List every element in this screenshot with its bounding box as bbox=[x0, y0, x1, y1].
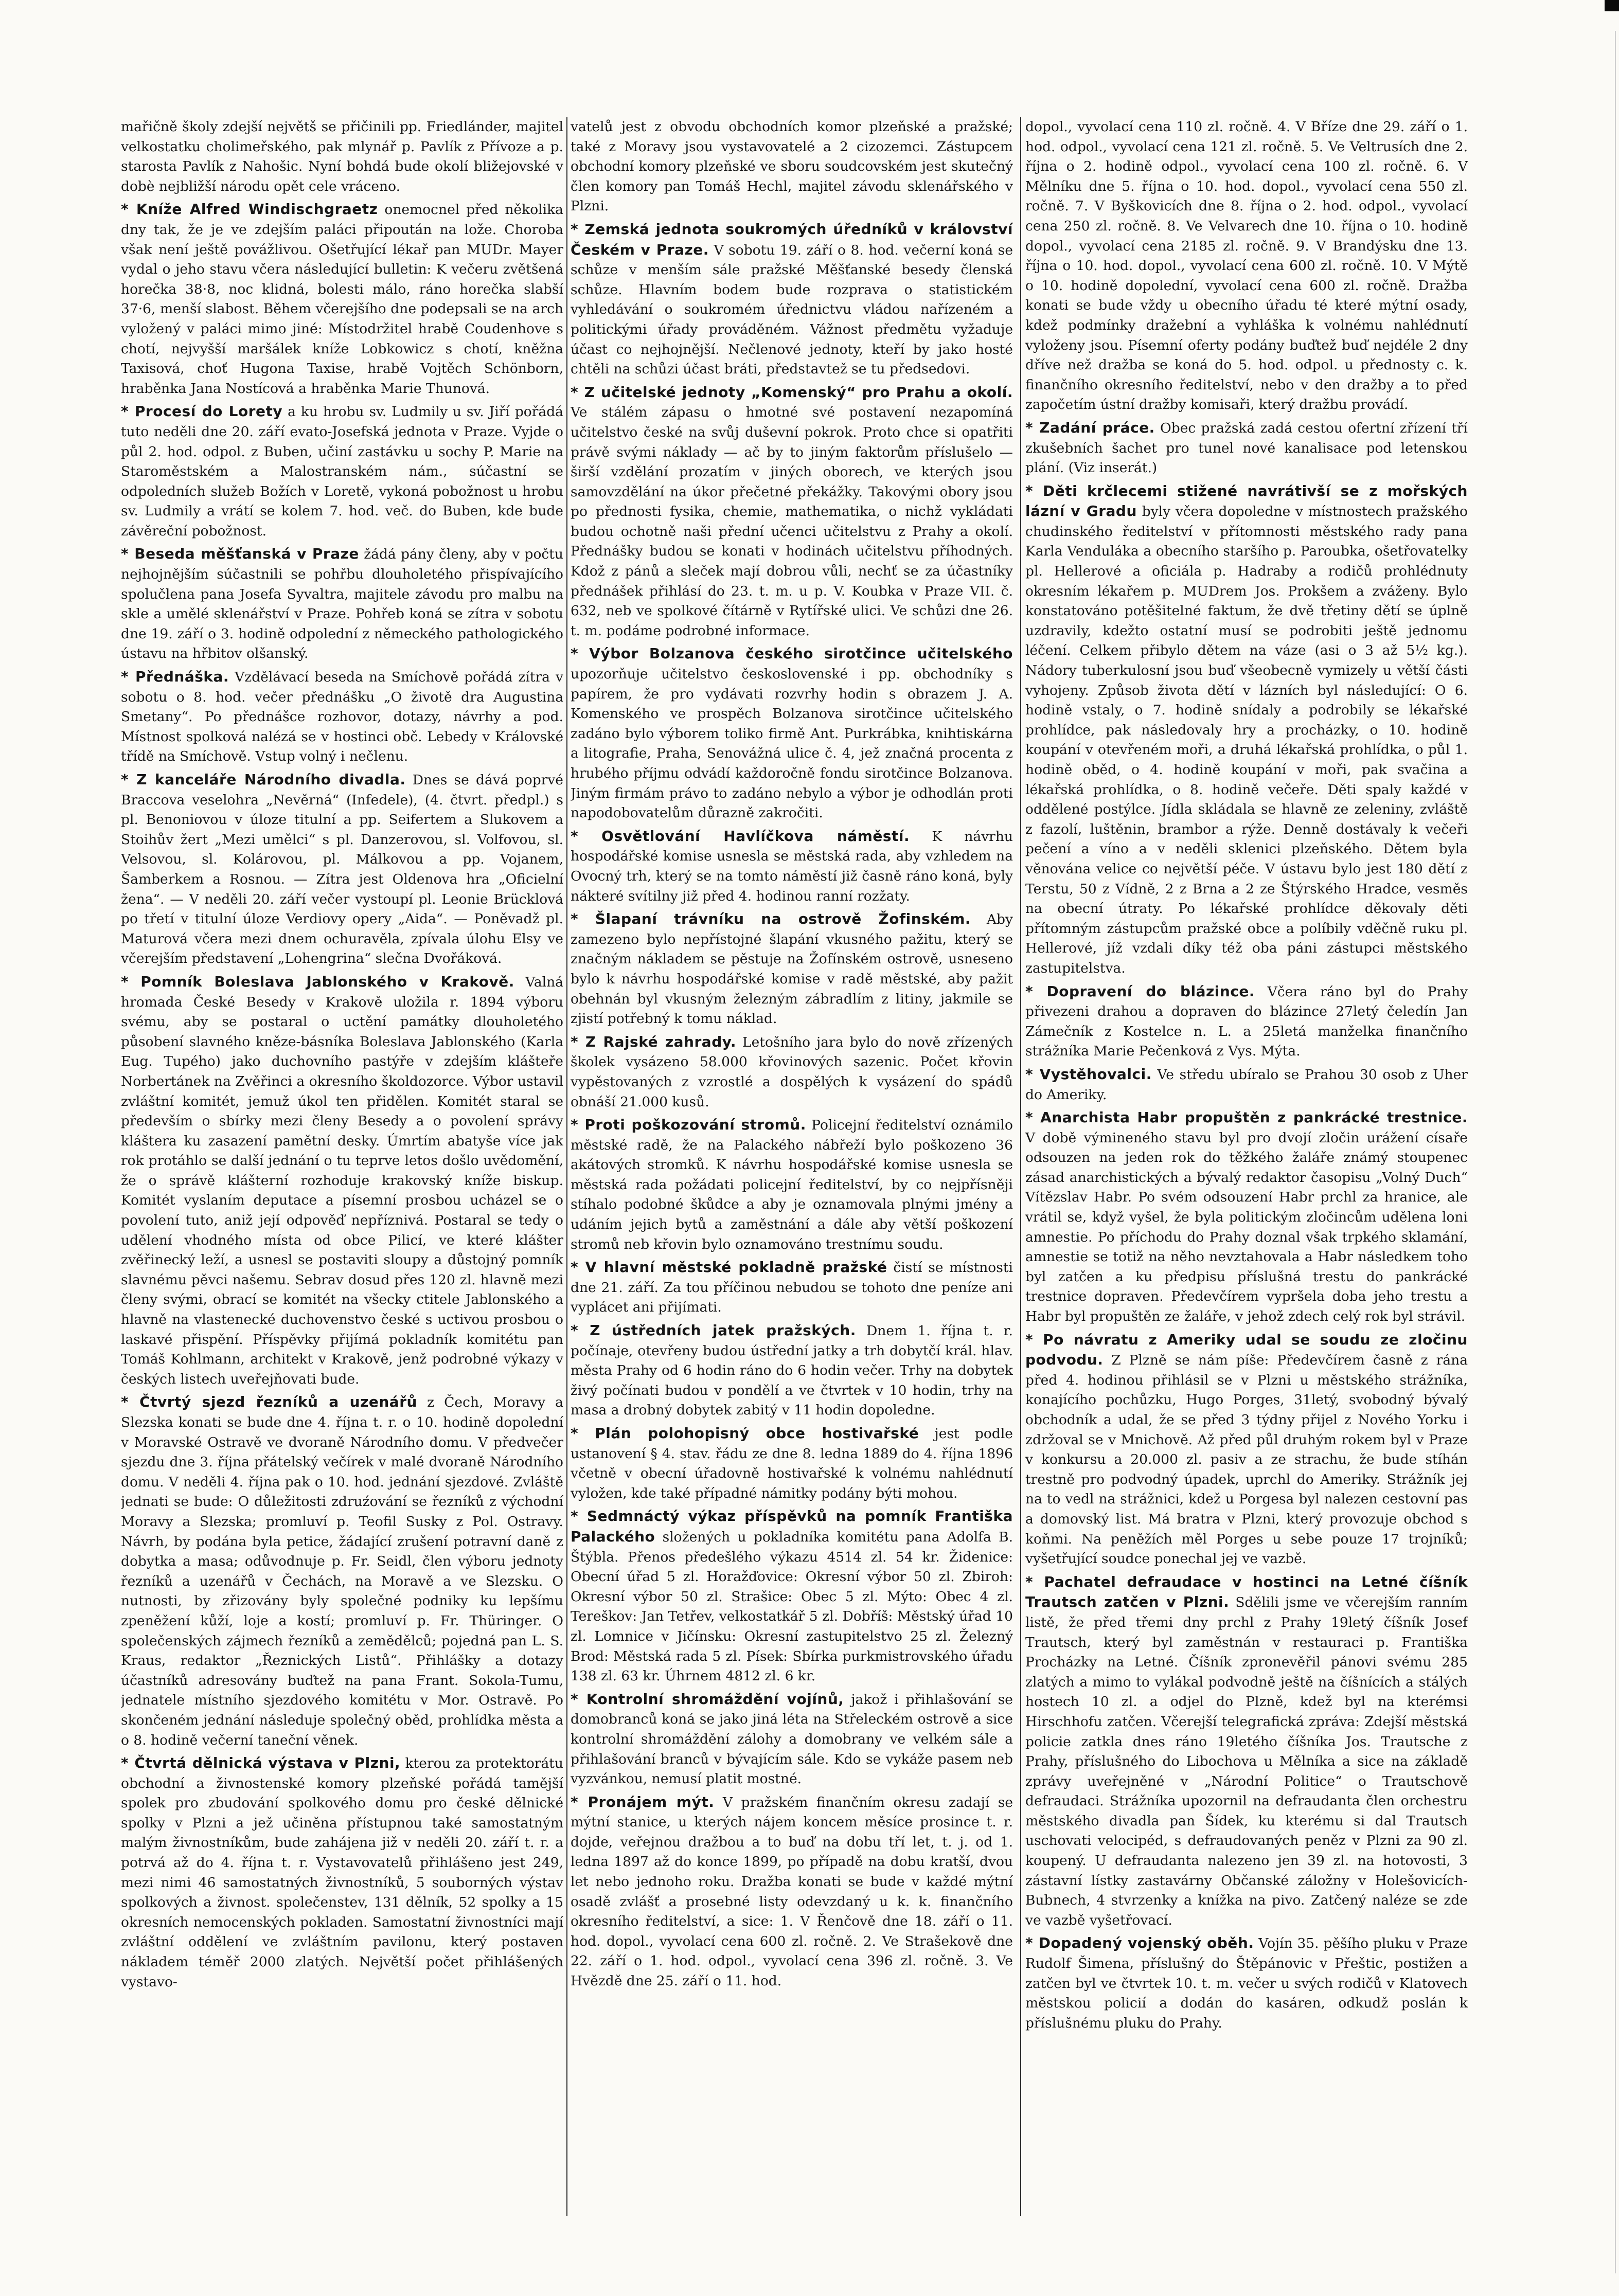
article bbox=[121, 667, 563, 767]
article bbox=[1025, 982, 1468, 1062]
column-3 bbox=[1025, 117, 1468, 2216]
article bbox=[1025, 1933, 1468, 2033]
article bbox=[571, 1506, 1013, 1686]
article-heading: * Z učitelské jednoty „Komenský“ pro Prahu a okolí. bbox=[571, 383, 1013, 401]
article-body: Dnem 1. října t. r. počínaje, otevřeny budou ústřední jatky a trh dobytčí král. hlav. města Prahy od 6 hodin ráno do 6 hodin večer. Trhy na dobytek živý počínati budou v pondělí a ve čtvrtek v 10 hodin, trhy na masa a drobný dobytek zabitý v 11 hodin dopoledne. bbox=[571, 1323, 1013, 1419]
article-heading: * Vystěhovalci. bbox=[1025, 1065, 1152, 1083]
article-body: Včera ráno byl do Prahy přivezeni drahou a dopraven do blázince 27letý čeledín Jan Zámečník z Kostelce n. L. a 25letá manželka finančního strážníka Marie Pečenková z Vys. Mýta. bbox=[1025, 983, 1468, 1060]
article-heading: * Zadání práce. bbox=[1025, 419, 1155, 436]
article-heading: * Dopadený vojenský oběh. bbox=[1025, 1934, 1254, 1952]
article bbox=[121, 972, 563, 1389]
article bbox=[571, 1115, 1013, 1254]
article-body: mařičně školy zdejší největš se přičinili pp. Friedlánder, majitel velkostatku cholimeřského, pak mlynář p. Pavlík z Přívoze a p. starosta Pavlík z Nahošic. Nyní bohdá bude okolí bližejovské v dobè nejbližší národu opět cele vráceno. bbox=[121, 119, 563, 194]
article-heading: * Osvětlování Havlíčkova náměstí. bbox=[571, 827, 910, 845]
article bbox=[121, 770, 563, 969]
article bbox=[571, 1690, 1013, 1789]
article-body: čistí se místnosti dne 21. září. Za tou příčinou nebudou se tohoto dne peníze ani vyplácet ani přijímati. bbox=[571, 1260, 1013, 1316]
article bbox=[121, 117, 563, 196]
article bbox=[1025, 481, 1468, 979]
article-body: Aby zamezeno bylo nepřístojné šlapání vkusného pažitu, který se značným nákladem se pěstuje na Žofínském ostrově, usneseno bylo k návrhu hospodářské komise v radě městské, aby pažit obehnán byl vkusným železným zábradlím z litiny, jakmile se zjistí potřebný k tomu náklad. bbox=[571, 911, 1013, 1027]
column-2 bbox=[571, 117, 1013, 2216]
article-heading: * Anarchista Habr propuštěn z pankrácké trestnice. bbox=[1025, 1109, 1468, 1126]
article-body: Obec pražská zadá cestou ofertní zřízení tří zkušebních šachet pro tunel nové kanalisace pod letenskou plání. (Viz inserát.) bbox=[1025, 420, 1468, 476]
page-edge-line bbox=[1615, 31, 1616, 2273]
article bbox=[571, 383, 1013, 641]
article-body: žádá pány členy, aby v počtu nejhojnějším súčastnili se pohřbu dlouholetého přispívajícího spolučlena pana Josefa Syvaltra, majitele závodu pro malbu na skle a umělé sklenářství v Praze. Pohřeb koná se zítra v sobotu dne 19. září o 3. hodině odpolední z německého pathologického ústavu na hřbitov olšanský. bbox=[121, 546, 563, 662]
article-body: Ve středu ubíralo se Prahou 30 osob z Uher do Ameriky. bbox=[1025, 1066, 1468, 1103]
article-body: jest podle ustanovení § 4. stav. řádu ze dne 8. ledna 1889 do 4. října 1896 včetně v obecní úřadovně hostivařské k volnému nahlédnutí vyložen, kde také případné námitky podány býti mohou. bbox=[571, 1426, 1013, 1501]
article-heading: * Pronájem mýt. bbox=[571, 1793, 715, 1810]
article-heading: * Přednáška. bbox=[121, 668, 229, 686]
article bbox=[1025, 1065, 1468, 1105]
column-1 bbox=[121, 117, 563, 2216]
article-body: V době výmineného stavu byl pro dvojí zločin urážení císaře odsouzen na jeden rok do těžkého žaláře známý stoupenec zásad anarchistických a bývalý redaktor časopisu „Volný Duch“ Vítězslav Habr. Po svém odsouzení Habr prchl za hranice, ale vrátil se, když vyšel, že byla politickým zločincům udělena loni amnestie. Po příchodu do Prahy doznal však trpkého sklamání, amnestie se totiž na něho nevztahovala a Habr následkem toho byl zatčen a ku předpisu příslušná trestu do pankrácké trestnice dopraven. Předevčírem vypršela doba jeho trestu a Habr byl propuštěn ze žaláře, v jehož zdech celý rok byl strávil. bbox=[1025, 1129, 1468, 1325]
article-heading: * Po návratu z Ameriky udal se soudu ze zločinu podvodu. bbox=[1025, 1331, 1468, 1369]
article-heading: * Pomník Boleslava Jablonského v Krakově. bbox=[121, 973, 514, 990]
article-heading: * Děti krčlecemi stižené navrátivší se z mořských lázní v Gradu bbox=[1025, 482, 1468, 520]
article-body: Policejní ředitelství oznámilo městské radě, že na Palackého nábřeží bylo poškozeno 36 akátových stromků. K návrhu hospodářské komise usnesla se městská rada požádati policejní ředitelství, by co nejpřísněji stíhalo podobné škůdce a aby je oznamovala plnými jmény a udáním jejich bytů a zaměstnání a dále aby větší poškození stromů neb křovin bylo oznamováno trestnímu soudu. bbox=[571, 1117, 1013, 1252]
article-heading: * Šlapaní trávníku na ostrově Žofinském. bbox=[571, 910, 971, 928]
article bbox=[1025, 1330, 1468, 1569]
article bbox=[571, 909, 1013, 1029]
newspaper-page bbox=[121, 117, 1523, 2216]
article bbox=[571, 1424, 1013, 1503]
article-body: Z Plzně se nám píše: Předevčírem časně z rána před 4. hodinou přihlásil se v Plzni u městského strážníka, konajícího pochůzku, Hugo Porges, 31letý, svobodný bývalý obchodník a udal, že se před 3 týdny přijel z Nového Yorku i zdržoval se v Mnichově. Až před půl druhým rokem byl v Praze v konkursu a 20.000 zl. pasiv a ze strachu, že bude stíhán trestně pro podvodný úpadek, uprchl do Ameriky. Strážník jej na to vedl na strážnici, kdež u Porgesa byl nalezen cestovní pas a domovský list. Má bratra v Plzni, který provozuje obchod s koňmi. Na peněžích měl Porges u sebe pouze 17 trojníků; vyšetřující soudce ponechal jej ve vazbě. bbox=[1025, 1352, 1468, 1567]
article-body: Dnes se dává poprvé Braccova veselohra „Nevěrná“ (Infedele), (4. čtvrt. předpl.) s pl. Benoniovou v úloze titulní a pp. Seifertem a Slukovem a Stoihův žert „Mezi umělci“ s pl. Danzerovou, sl. Volfovou, sl. Velsovou, sl. Kolárovou, pl. Málkovou a pp. Vojanem, Šamberkem a Rosnou. — Zítra jest Oldenova hra „Oficielní žena“. — V neděli 20. září večer vystoupí pl. Leonie Brücklová po třetí v titulní úloze Verdiovy opery „Aida“. — Poněvadž pl. Maturová včera mezi dnem ochuravěla, zpívala úlohu Elsy ve včerejším představení „Lohengrina“ slečna Dvořáková. bbox=[121, 772, 563, 967]
article-body: Vzdělávací beseda na Smíchově pořádá zítra v sobotu o 8. hod. večer přednášku „O životě dra Augustina Smetany“. Po přednášce rozhovor, dotazy, návrhy a pod. Místnost spolková nalézá se v hostinci obč. Lebedy v Královské třídě na Smíchově. Vstup volný i nečlenu. bbox=[121, 669, 563, 765]
article-heading: * Procesí do Lorety bbox=[121, 403, 283, 420]
article-body: V sobotu 19. září o 8. hod. večerní koná se schůze v menším sále pražské Měšťanské besedy členská schůze. Hlavním bodem bude rozprava o statistickém vyhledávání o soukromém úřednictvu vládou nařízeném a politickými úřady prováděném. Vážnost předmětu vyžaduje účast co nejhojnější. Nečlenové jednoty, kteří by jako hosté chtěli na schůzi účast bráti, představtež se tu předsedovi. bbox=[571, 242, 1013, 378]
article bbox=[571, 1321, 1013, 1421]
article bbox=[121, 1392, 563, 1750]
column-divider bbox=[566, 117, 567, 2216]
article-body: kterou za protektorátu obchodní a živnostenské komory plzeňské pořádá tamější spolek pro zbudování spolkového domu pro české dělnické spolky v Plzni a jež učiněna přístupnou také samostatným malým živnostníkům, bude zahájena již v neděli 20. září t. r. a potrvá až do 4. října t. r. Vystavovatelů přihlášeno jest 249, mezi nimi 46 samostatných živnostníků, 5 souborných výstav spolkových a živnost. společenstev, 131 dělník, 52 spolky a 15 okresních nemocenských pokladen. Samostatní živnostníci mají zvláštní oddělení ve zvláštním pavilonu, který postaven nákladem téměř 2000 zlatých. Největší počet přihlášených vystavo- bbox=[121, 1755, 563, 1990]
article-heading: * Z ústředních jatek pražských. bbox=[571, 1322, 856, 1339]
article-body: V pražském finančním okresu zadají se mýtní stanice, u kterých nájem koncem měsíce prosince t. r. dojde, veřejnou dražbou a to buď na dobu tří let, t. j. od 1. ledna 1897 až do konce 1899, po případě na dobu kratší, dvou let nebo jednoho roku. Dražba konati se bude v každé mýtní osadě zvlášť a prosebné listy odevzdaný u k. k. finančního okresního ředitelství, a sice: 1. V Řenčově dne 18. září o 11. hod. dopol., vyvolací cena 600 zl. ročně. 2. Ve Strašekově dne 22. září o 1. hod. odpol., vyvolací cena 396 zl. ročně. 3. Ve Hvězdě dne 25. září o 11. hod. bbox=[571, 1794, 1013, 1989]
article-heading: * Z Rajské zahrady. bbox=[571, 1033, 737, 1050]
article-body: jakož i přihlašování se domobranců koná se jako jiná léta na Střeleckém ostrově a sice kontrolní shromáždění zálohy a domobrany ve velkém sále a přihlašování branců v bývajícím sále. Kdo se vykáže pasem neb vyzvánkou, nemusí platit mostné. bbox=[571, 1691, 1013, 1787]
article-body: upozorňuje učitelstvo československé i pp. obchodníky s papírem, že pro vydávati rozvrhy hodin s obrazem J. A. Komenského ve prospěch Bolzanova sirotčince učitelského zadáno bylo výborem toliko firmě Ant. Purkrábka, knihtiskárna a litografie, Praha, Senovážná ulice č. 4, jež značná procenta z hrubého příjmu odvádí každoročně fondu sirotčince Bolzanova. Jiným firmám právo to zadáno nebylo a výbor je odhodlán proti napodobovatelům důrazně zakročiti. bbox=[571, 666, 1013, 821]
article bbox=[121, 200, 563, 399]
article-body: Vojín 35. pěšího pluku v Praze Rudolf Šimena, příslušný do Štěpánovic v Přeštic, postižen a zatčen byl ve čtvrtek 10. t. m. večer u svých rodičů v Klatovech městskou policií a dodán do kasáren, odkudž poslán k příslušnému pluku do Prahy. bbox=[1025, 1935, 1468, 2031]
article-body: Letošního jara bylo do nově zřízených školek vysázeno 58.000 křovinových sazenic. Počet křovin vypěstovaných z vzrostlé a dospělých k vysázení do spádů obnáší 21.000 kusů. bbox=[571, 1034, 1013, 1110]
article-heading: * Kontrolní shromáždění vojínů, bbox=[571, 1690, 844, 1708]
article bbox=[121, 402, 563, 541]
article bbox=[571, 1792, 1013, 1992]
article-heading: * Z kanceláře Národního divadla. bbox=[121, 771, 406, 788]
article-heading: * Dopravení do blázince. bbox=[1025, 982, 1255, 1000]
article-heading: * Beseda měšťanská v Praze bbox=[121, 545, 359, 563]
article-heading: * Pachatel defraudace v hostinci na Letné číšník Trautsch zatčen v Plzni. bbox=[1025, 1573, 1468, 1611]
article-body: a ku hrobu sv. Ludmily u sv. Jiří pořádá tuto neděli dne 20. září evato-Josefská jednota v Praze. Vyjde o půl 2. hod. odpol. z Buben, učiní zastávku u sochy P. Marie na Staroměstském a Malostranském nám., súčastní se odpoledních služeb Božích v Loretě, vykoná pobožnost u hrobu sv. Ludmily a vrátí se kolem 7. hod. več. do Buben, kde bude závěreční pobožnost. bbox=[121, 404, 563, 539]
article bbox=[571, 220, 1013, 380]
article-heading: * Zemská jednota soukromých úředníků v království Českém v Praze. bbox=[571, 220, 1013, 258]
article-body: Valná hromada České Besedy v Krakově uložila r. 1894 výboru svému, aby se postaral o uctění památky dlouholetého působení slavného kněze-básníka Boleslava Jablonského (Karla Eug. Tupého) jako duchovního pastýře v zdejším klášteře Norbertánek na Zvěřinci a okresního školdozorce. Výbor ustavil zvláštní komitét, jemuž úkol ten přidělen. Komitét staral se především o sbírky mezi členy Besedy a o povolení správy kláštera ku zasazení pamětní desky. Úmrtím abatyše více jak rok protáhlo se další jednání o tu teprve letos došlo uvědomění, že o správě klášterní rozhoduje krakovský kníže biskup. Komitét vyslaním deputace a písemní prosbou ucházel se o povolení tuto, aniž její odpověď nepříznivá. Postaral se tedy o udělení vhodného místa od obce Pilicí, ve které klášter zvěřinecký leží, a usnesl se postaviti sloupy a důstojný pomník slavnému pěvci našemu. Sebrav dosud přes 120 zl. hlavně mezi členy svými, obrací se komitét na všecky ctitele Jablonského a hlavně na vlastenecké duchovenstvo české s uctivou prosbou o laskavé přispění. Příspěvky přijímá pokladník komitétu pan Tomáš Kohlmann, architekt v Krakově, jenž podrobné výkazy v českých listech uveřejňovati bude. bbox=[121, 974, 563, 1387]
article-body: K návrhu hospodářské komise usnesla se městská rada, aby vzhledem na Ovocný trh, který se na tomto náměstí již časně ráno koná, byly nákteré svítilny již před 4. hodinou ranní rozžaty. bbox=[571, 828, 1013, 904]
article-body: složených u pokladníka komitétu pana Adolfa B. Štýbla. Přenos předešlého výkazu 4514 zl. 54 kr. Židenice: Obecní úřad 5 zl. Horažďovice: Okresní výbor 50 zl. Zbiroh: Okresní výbor 50 zl. Strašice: Obec 5 zl. Mýto: Obec 4 zl. Tereškov: Jan Tetřev, velkostatkář 5 zl. Dobříš: Městský úřad 10 zl. Lomnice v Jičínsku: Okresní zastupitelstvo 25 zl. Železný Brod: Městská rada 5 zl. Písek: Sbírka purkmistrovského úřadu 138 zl. 63 kr. Úhrnem 4812 zl. 6 kr. bbox=[571, 1529, 1013, 1684]
column-divider bbox=[1020, 117, 1021, 2216]
article-heading: * Kníže Alfred Windischgraetz bbox=[121, 201, 378, 218]
article-body: z Čech, Moravy a Slezska konati se bude dne 4. října t. r. o 10. hodině dopolední v Moravské Ostravě ve dvoraně Národního domu. V předvečer sjezdu dne 3. října přátelský večírek v malé dvoraně Národního domu. V neděli 4. října pak o 10. hod. jednání sjezdové. Zvláště jednati se bude: O důležitosti zdruźování se řezníků z východní Moravy a Slezska; promluví p. Teofil Susky z Pol. Ostravy. Návrh, by podána byla petice, žádající zrušení potravní daně z dobytka a masa; odůvodnuje p. Fr. Seidl, člen výboru jednoty řezníků a uzenářů v Čechách, na Moravě a ve Slezsku. O nutnosti, by zřizovány byly společné podniky ku lepšímu zpeněžení kůží, loje a kostí; promluví p. Fr. Thüringer. O společenských zájmech řezníků a zemědělců; pojedná pan L. S. Kraus, redaktor „Řeznických Listů“. Přihlášky a dotazy účastníků adresovány buďtež na pana Frant. Sokola-Tumu, jednatele místního sjezdového komitétu v Mor. Ostravě. Po skončeném jednání následuje společný oběd, prohlídka města a o 8. hodině večerní taneční věnek. bbox=[121, 1394, 563, 1748]
article bbox=[571, 117, 1013, 217]
article-heading: * Proti poškozování stromů. bbox=[571, 1116, 806, 1134]
article-body: dopol., vyvolací cena 110 zl. ročně. 4. V Bříze dne 29. září o 1. hod. odpol., vyvolací cena 121 zl. ročně. 5. Ve Veltrusích dne 2. října o 2. hodině odpol., vyvolací cena 100 zl. ročně. 6. V Mělníku dne 5. října o 10. hod. dopol., vyvolací cena 550 zl. ročně. 7. V Byškovicích dne 8. října o 2. hod. odpol., vyvolací cena 250 zl. ročně. 8. Ve Velvarech dne 10. října o 10. hodině dopol., vyvolací cena 2185 zl. ročně. 9. V Brandýsku dne 13. října o 10. hod. dopol., vyvolací cena 600 zl. ročně. 10. V Mýtě o 10. hodině dopolední, vyvolací cena 600 zl. ročně. Dražba konati se bude vždy u obecního úřadu té které mýtní osady, kdež podmínky dražební a vyhláška k volnému nahlédnutí vyloženy jsou. Písemní oferty podány buďtež buď nejdéle 2 dny dříve než dražba se koná do 5. hod. odpol. u přednosty c. k. finančního okresního ředitelství, nebo v den dražby a to před započetím ústní dražby komisaři, který dražbu provádí. bbox=[1025, 119, 1468, 413]
article bbox=[571, 644, 1013, 823]
article bbox=[1025, 117, 1468, 415]
article-heading: * V hlavní městské pokladně pražské bbox=[571, 1259, 887, 1276]
article-body: Sdělili jsme ve včerejším ranním listě, že před třemi dny prchl z Prahy 19letý číšník Josef Trautsch, který byl zaměstnán v restauraci p. Františka Procházky na Letné. Číšník zpronevěřil pánovi svému 285 zlatých a mimo to vylákal podvodně ještě na číšnících a stálých hostech 10 zl. a odjel do Plzně, kdež byl na kterémsi Hirschhofu zatčen. Včerejší telegrafická zpráva: Zdejší městská policie zatkla dnes ráno 19letého číšníka Jos. Trautsche z Prahy, příslušného do Libochova u Mělníka a sice na základě zprávy uveřejněné v „Národní Politice“ o Trautschově defraudaci. Strážníka upozornil na defraudanta člen orchestru městského divadla pan Šídek, ku kterému si dal Trautsch uschovati velocipéd, s defraudovaných peněz v Plzni za 90 zl. koupený. U defraudanta nalezeno jen 39 zl. na hotovosti, 3 zástavní lístky zastavárny Občanské záložny v Holešovicích-Bubnech, 4 stvrzenky a knížka na pivo. Zatčený naléze se zde ve vazbě vyšetřovací. bbox=[1025, 1594, 1468, 1928]
article-heading: * Výbor Bolzanova českého sirotčince učitelského bbox=[571, 645, 1013, 662]
article-heading: * Čtvrtý sjezd řezníků a uzenářů bbox=[121, 1393, 417, 1411]
article bbox=[571, 1032, 1013, 1112]
article-heading: * Sedmnáctý výkaz příspěvků na pomník Františka Palackého bbox=[571, 1508, 1013, 1545]
article-body: onemocnel před několika dny tak, že je ve zdejším paláci připoután na lože. Choroba však není ještě povážlivou. Ošetřující lékař pan MUDr. Mayer vydal o jeho stavu včera následující bulletin: K večeru zvětšená horečka 38·8, noc klidná, bolesti málo, ráno horečka slabší 37·6, menší slabost. Během včerejšího dne podepsali se na arch vyložený v paláci mimo jiné: Místodržitel hrabě Coudenhove s chotí, nejvyšší maršálek kníže Lobkowicz s chotí, kněžna Taxisová, choť Hugona Taxise, hrabě Vojtěch Schönborn, hraběnka Jana Nostícová a hraběnka Marie Thunová. bbox=[121, 202, 563, 397]
article-heading: * Plán polohopisný obce hostivařské bbox=[571, 1425, 919, 1442]
article bbox=[1025, 418, 1468, 478]
article bbox=[1025, 1108, 1468, 1327]
article bbox=[571, 827, 1013, 906]
article bbox=[1025, 1572, 1468, 1931]
article-body: Ve stálém zápasu o hmotné své postavení nezapomíná učitelstvo české na svůj duševní pokrok. Proto chce si opatřiti právě svými náklady — ač by to jiným faktorům příslušelo — širší vzdělání prozatím v jiných oborech, ve kterých jsou samovzdělání na úkor přečetné překážky. Takovými obory jsou po přednosti fysika, chemie, mathematika, o nichž vykládati budou ochotně naši přední učenci učitelstvu z Prahy a okolí. Přednášky budou se konati v hodinách učitelstvu příhodných. Kdož z pánů a sleček mají dobrou vůli, nechť se za účastníky přednášek přihlásí do 23. t. m. u p. V. Koubka v Praze VII. č. 632, neb ve spolkové čítárně v Rytířské ulici. Ve schůzi dne 26. t. m. podáme podrobné informace. bbox=[571, 404, 1013, 639]
article bbox=[121, 1753, 563, 1992]
article-body: byly včera dopoledne v místnostech pražského chudinského ředitelství v přítomnosti městského rady pana Karla Venduláka a obecního staršího p. Paroubka, ošetřovatelky pl. Hellerové a oficiála p. Hadraby a rodičů prohlédnuty okresním lékařem p. MUDrem Jos. Prokšem a zváženy. Bylo konstatováno potěšitelné faktum, že dvě třetiny dětí se úplně uzdravily, kdežto ostatní musí se podrobiti ještě jednomu léčení. Celkem přibylo dětem na váze (asi o 3 až 5½ kg.). Nádory tuberkulosní jsou buď všeobecně vymizely u větší části vyhojeny. Způsob života dětí v lázních byl následující: O 6. hodině vstaly, o 7. hodině snídaly a podrobily se lékařské prohlídce, pak následovaly hry a procházky, o 10. hodině koupání v otevřeném moři, a druhá lékařská prohlídka, o půl 1. hodině oběd, o 4. hodině koupání v moři, pak svačina a lékařská prohlídka, o 8. hodině večeře. Děti spaly každé v oddělené postýlce. Jídla skládala se hlavně ze zeleniny, zvláště z fazolí, luštěnin, brambor a rýže. Denně dostávaly k večeři pečení a víno a v neděli sklenici plzeňského. Dětem byla věnována velice co největší péče. V ústavu bylo jest 180 dětí z Terstu, 50 z Vídně, 2 z Brna a 2 ze Štýrského Hradce, vesměs na obecní útraty. Po lékařské prohlídce děkovaly děti přítomným zástupcům pražské obce a políbily vděčně ruku pl. Hellerové, jíž vzdali díky též oba páni zástupci městského zastupitelstva. bbox=[1025, 504, 1468, 976]
article bbox=[121, 544, 563, 664]
article-heading: * Čtvrtá dělnická výstava v Plzni, bbox=[121, 1754, 401, 1772]
page-corner-mark bbox=[1605, 0, 1619, 11]
article-body: vatelů jest z obvodu obchodních komor plzeňské a pražské; také z Moravy jsou vystavovatelé a 2 cizozemci. Zástupcem obchodní komory plzeňské ve sboru soudcovském jest skutečný člen komory pan Tomáš Hechl, majitel závodu sklenářského v Plzni. bbox=[571, 119, 1013, 214]
article bbox=[571, 1258, 1013, 1318]
